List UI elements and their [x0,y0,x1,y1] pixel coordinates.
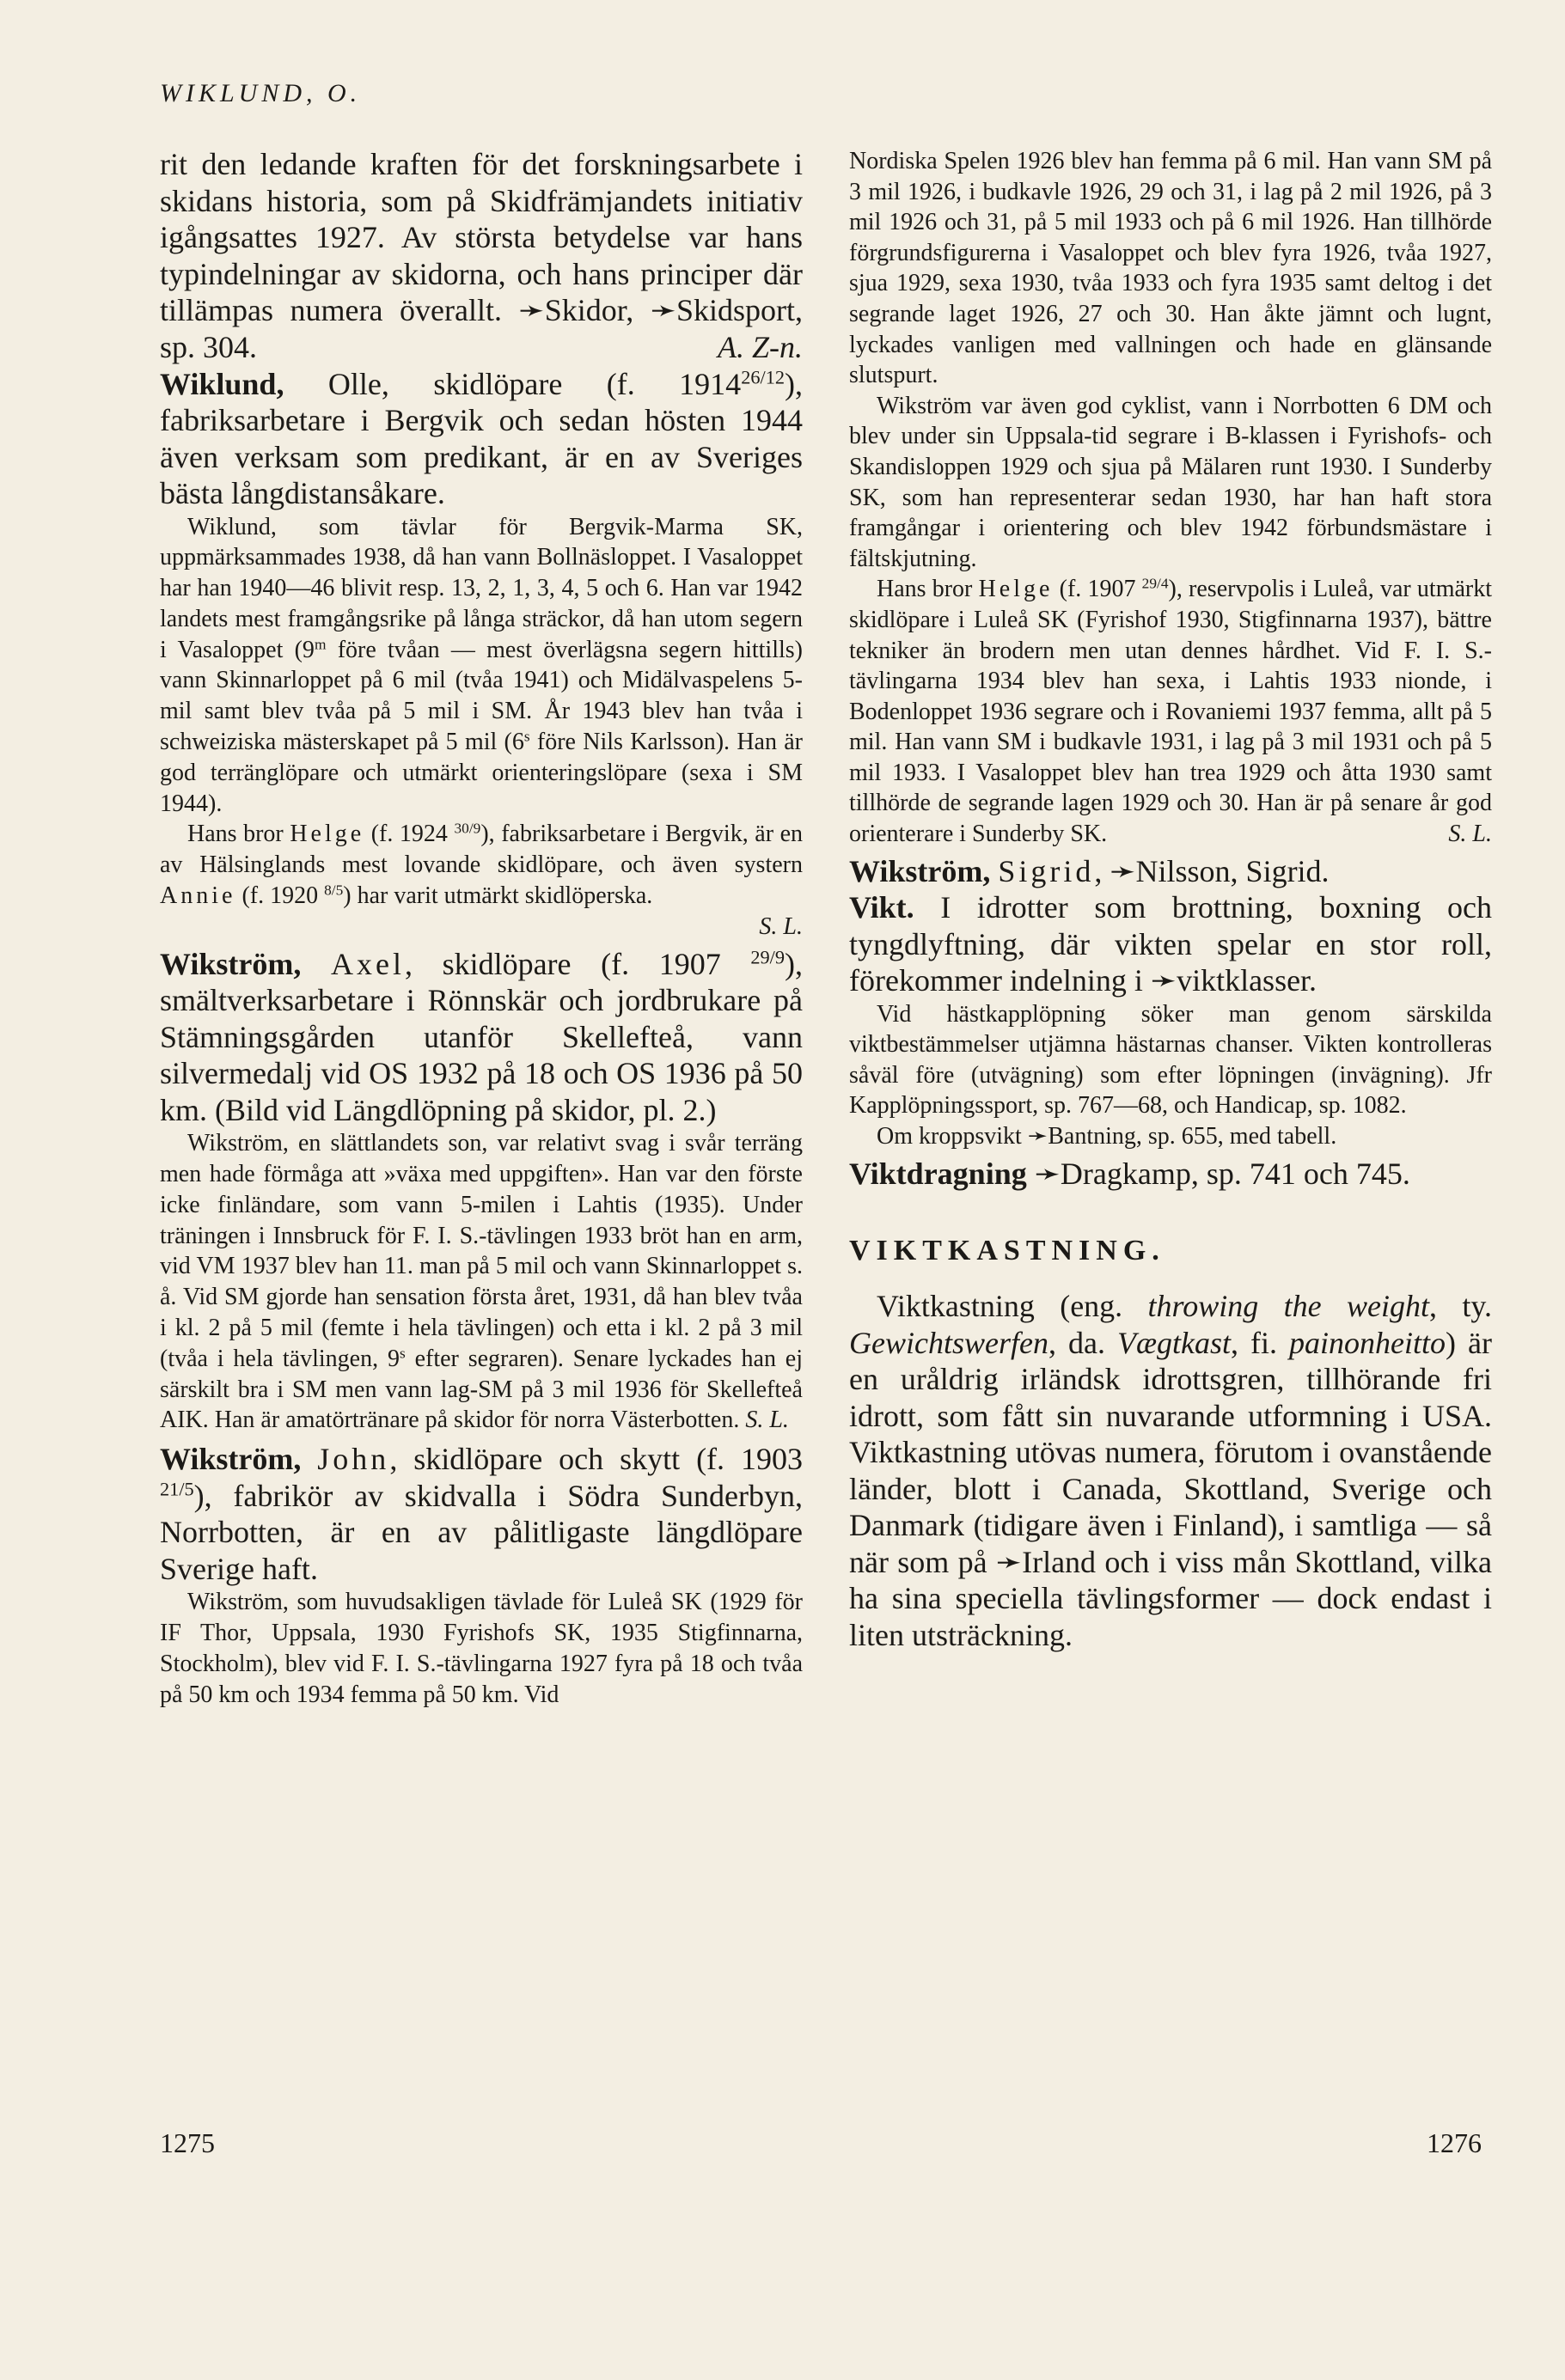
entry-vikt: Vikt. I idrotter som brottning, boxning och tyngdlyftning, där vikten spelar en stor roll, förekommer indelning i ➛viktklasser. [849,890,1492,998]
entry-headword: Wikström, [160,1442,302,1477]
entry-viktdragning: Viktdragning ➛Dragkamp, sp. 741 och 745. [849,1156,1410,1191]
entry-wikstrom-axel-details: Wikström, en slättlandets son, var relativt svag i svår terräng men hade förmåga att »växa med uppgiften». Han var den förste icke finländare, som vann 5-milen i Lahtis (1935). Under träningen i Innsbruck för F. I. S.-tävlingen 1933 bröt han en arm, vid VM 1937 blev han 11. man på 5 mil och vann Skinnarloppet s. å. Vid SM gjorde han sensation första året, 1931, då han blev tvåa i kl. 2 på 5 mil (femte i hela tävlingen) och etta i kl. 2 på 3 mil (tvåa i hela tävlingen, 9$^s$ efter segraren). Senare lyckades han ej särskilt bra i SM men vann lag-SM på 3 mil 1936 för Skellefteå AIK. Han är amatörtränare på skidor för norra Västerbotten. S. L. [160,1130,803,1434]
entry-wikstrom-john: Wikström, John, skidlöpare och skytt (f. 1903 $^{21/5}$), fabrikör av skidvalla i Södra Sunderbyn, Norrbotten, är en av pålitligaste längdlöpare Sverige haft. [160,1442,803,1586]
entry-headword: Vikt. [849,890,914,925]
signature: A. Z-n. [718,330,803,364]
entry-wikstrom-axel: Wikström, Axel, skidlöpare (f. 1907 $^{29/9}$), smältverksarbetare i Rönnskär och jordbrukare på Stämningsgården utanför Skellefteå, vann silvermedalj vid OS 1932 på 18 och OS 1936 på 50 km. (Bild vid Längdlöpning på skidor, pl. 2.) [160,946,804,1127]
right-column [849,146,1492,1653]
entry-wiklund-helge: Hans bror Helge (f. 1924 $^{30/9}$), fabriksarbetare i Bergvik, är en av Hälsinglands mest lovande skidlöpare, och även systern Annie (f. 1920 $^{8/5}$) har varit utmärkt skidlöperska. S. L. [160,819,803,942]
left-column [160,146,803,1710]
page-number-right: 1276 [1427,2127,1482,2158]
entry-wiklund-olle: Wiklund, Olle, skidlöpare (f. $1914^{26/12}$), fabriksarbetare i Bergvik och sedan hösten 1944 även verksam som predikant, är en av Sveriges bästa långdistansåkare. [160,366,804,510]
entry-wikstrom-john-details: Wikström, som huvudsakligen tävlade för Luleå SK (1929 för IF Thor, Uppsala, 1930 Fyrishofs SK, 1935 Stigfinnarna, Stockholm), blev vid F. I. S.-tävlingarna 1927 fyra på 18 och tvåa på 50 km och 1934 femma på 50 km. Vid [160,1589,803,1708]
entry-vikt-body: Om kroppsvikt ➛Bantning, sp. 655, med tabell. [877,1123,1337,1150]
entry-wikstrom-john-continued: Nordiska Spelen 1926 blev han femma på 6 mil. Han vann SM på 3 mil 1926, i budkavle 1926, 29 och 31, i lag på 2 mil 1926, på 3 mil 1926 och 31, på 5 mil 1933 och på 6 mil 1926. Han tillhörde förgrundsfigurerna i Vasaloppet och blev fyra 1926, tvåa 1927, sjua 1929, sexa 1930, tvåa 1933 och fyra 1935 samt deltog i det segrande laget 1926, 27 och 30. Han åkte jämnt och lugnt, lyckades vanligen med vallningen och hade en glänsande slutspurt. [849,148,1492,389]
signature: S. L. [1448,821,1492,848]
entry-vikt-horses: Vid hästkapplöpning söker man genom särskilda viktbestämmelser utjämna hästarnas chanser. Vikten kontrolleras såväl före (utvägning) som efter löpningen (invägning). Jfr Kapplöpningssport, sp. 767—68, och Handicap, sp. 1082. [849,1000,1492,1120]
entry-viktkastning: Viktkastning (eng. throwing the weight, ty. Gewichtswerfen, da. Vægtkast, fi. painonheitto) är en uråldrig irländsk idrottsgren, tillhörande fri idrott, som fått sin nuvarande utformning i USA. Viktkastning utövas numera, förutom i ovanstående länder, blott i Canada, Skottland, Sverige och Danmark (tidigare även i Finland), i samtliga — så när som på ➛Irland och i viss mån Skottland, vilka ha sina speciella tävlingsformer — dock endast i liten utsträckning. [849,1289,1492,1652]
page-number-left: 1275 [160,2127,215,2158]
section-heading-viktkastning: VIKTKASTNING. [849,1235,1165,1267]
running-head: WIKLUND, O. [160,79,362,107]
entry-headword: Viktdragning [849,1156,1027,1191]
entry-headword: Wikström, [849,853,991,888]
entry-headword: Wiklund, [160,366,284,401]
signature: S. L. [745,1407,789,1434]
signature: S. L. [759,912,803,940]
entry-wiklund-details: Wiklund, som tävlar för Bergvik-Marma SK, uppmärksammades 1938, då han vann Bollnäsloppet. I Vasaloppet har han 1940—46 blivit resp. 13, 2, 1, 3, 4, 5 och 6. Han var 1942 landets mest framgångsrike på långa sträckor, då han utom segern i Vasaloppet (9$^m$ före tvåan — mest överlägsna segern hittills) vann Skinnarloppet på 6 mil (tvåa 1941) och Midälvaspelens 5-mil samt blev tvåa på 5 mil i SM. År 1943 blev han tvåa i schweiziska mästerskapet på 5 mil (6$^s$ före Nils Karlsson). Han är god terränglöpare och utmärkt orienteringslöpare (sexa i SM 1944). [160,513,803,817]
paragraph-skidor-intro: rit den ledande kraften för det forskningsarbete i skidans historia, som på Skidfrämjandets initiativ igångsattes 1927. Av största betydelse var hans typindelningar av skidorna, och hans principer där tillämpas numera överallt. ➛Skidor, ➛Skidsport, sp. 304. A. Z-n. [160,147,803,364]
entry-wikstrom-sigrid: Wikström, Sigrid, ➛Nilsson, Sigrid. [849,853,1330,888]
entry-wikstrom-helge: Hans bror Helge (f. 1907 $^{29/4}$), reservpolis i Luleå, var utmärkt skidlöpare i Luleå SK (Fyrishof 1930, Stigfinnarna 1937), bättre tekniker än brodern men utan dennes hårdhet. Vid F. I. S.-tävlingarna 1934 blev han sexa, i Lahtis 1933 nionde, i Bodenloppet 1936 segrare och i Rovaniemi 1937 femma, allt på 5 mil. Han vann SM i budkavle 1931, i lag på 3 mil 1931 och på 5 mil 1933. I Vasaloppet blev han trea 1929 och åtta 1930 samt tillhörde de segrande lagen 1929 och 30. Han är på senare år god orienterare i Sunderby SK. S. L. [849,574,1492,849]
entry-headword: Wikström, [160,946,302,981]
entry-wikstrom-john-cycling: Wikström var även god cyklist, vann i Norrbotten 6 DM och blev under sin Uppsala-tid segrare i B-klassen i Fyrishofs- och Skandisloppen 1929 och sjua på Mälaren runt 1930. I Sunderby SK, som han representerar sedan 1930, har han haft stora framgångar i orientering och blev 1942 förbundsmästare i fältskjutning. [849,392,1492,572]
